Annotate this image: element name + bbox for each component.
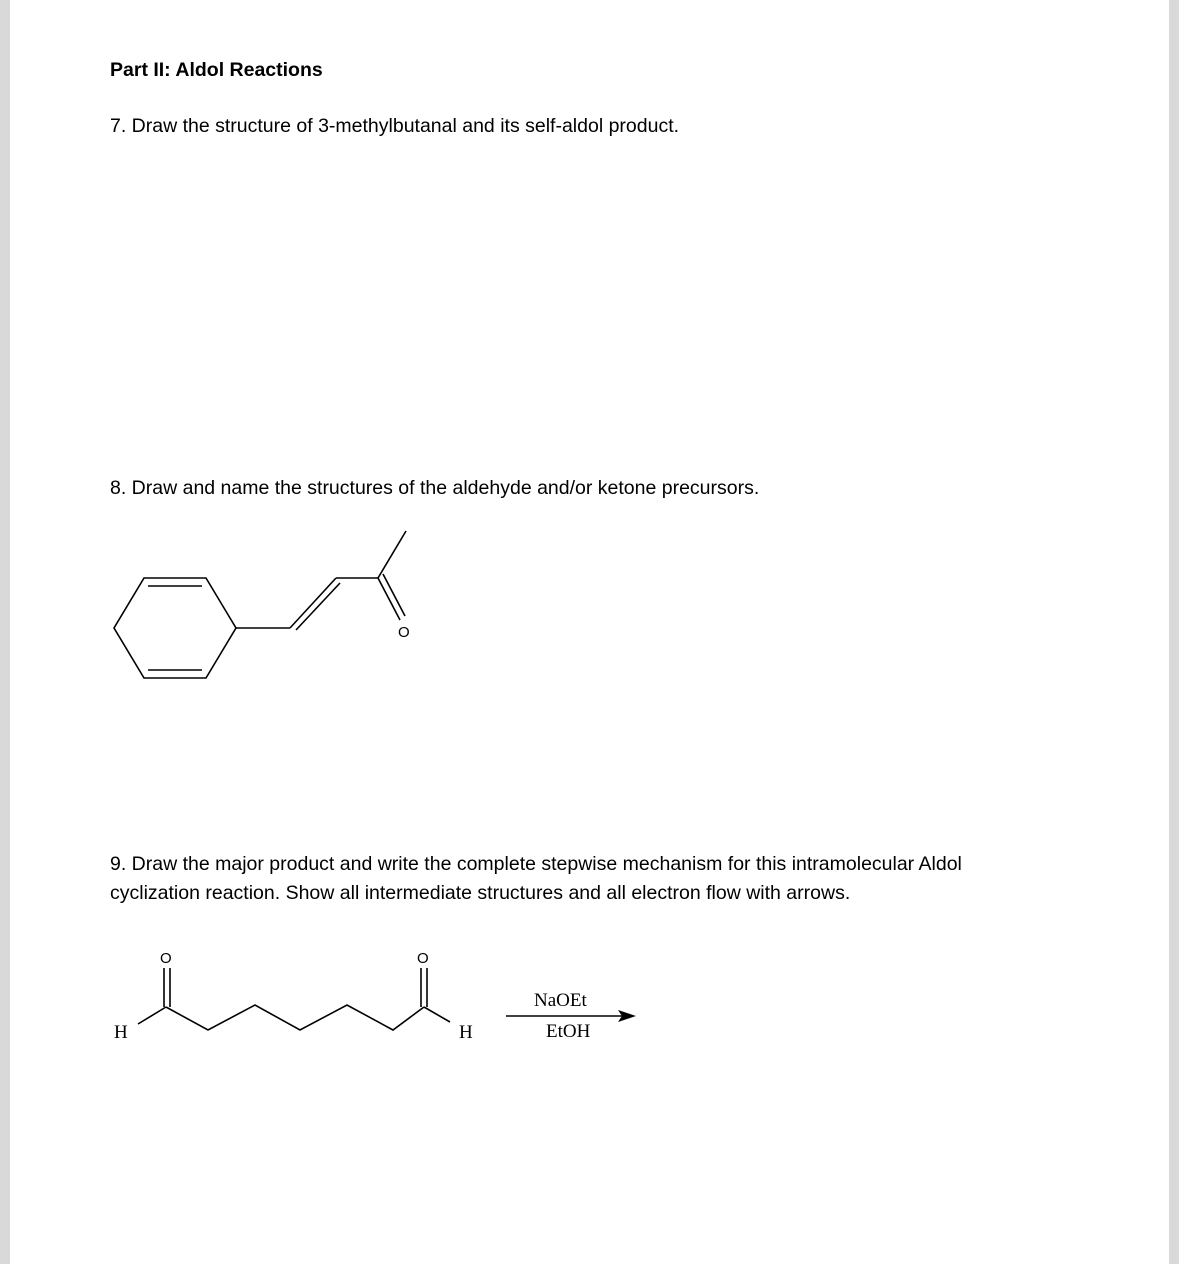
oxygen-right-label: O	[417, 950, 429, 967]
question-8-text: 8. Draw and name the structures of the aldehyde and/or ketone precursors.	[110, 477, 760, 499]
oxygen-left-label: O	[160, 950, 172, 967]
reagent-above-arrow: NaOEt	[534, 990, 587, 1011]
hydrogen-left-label: H	[114, 1022, 128, 1043]
question-9-text-line-2: cyclization reaction. Show all intermediate structures and all electron flow with arrows.	[110, 882, 851, 904]
question-9-text-line-1: 9. Draw the major product and write the complete stepwise mechanism for this intramolecular Aldol	[110, 853, 962, 875]
dialdehyde-skeleton	[138, 968, 450, 1030]
oxygen-label: O	[398, 624, 410, 641]
question-9-structure	[10, 0, 1169, 1264]
solvent-below-arrow: EtOH	[546, 1021, 591, 1042]
question-7-text: 7. Draw the structure of 3-methylbutanal and its self-aldol product.	[110, 115, 680, 137]
document-page	[10, 0, 1169, 1264]
section-heading: Part II: Aldol Reactions	[110, 59, 323, 81]
hydrogen-right-label: H	[459, 1022, 473, 1043]
